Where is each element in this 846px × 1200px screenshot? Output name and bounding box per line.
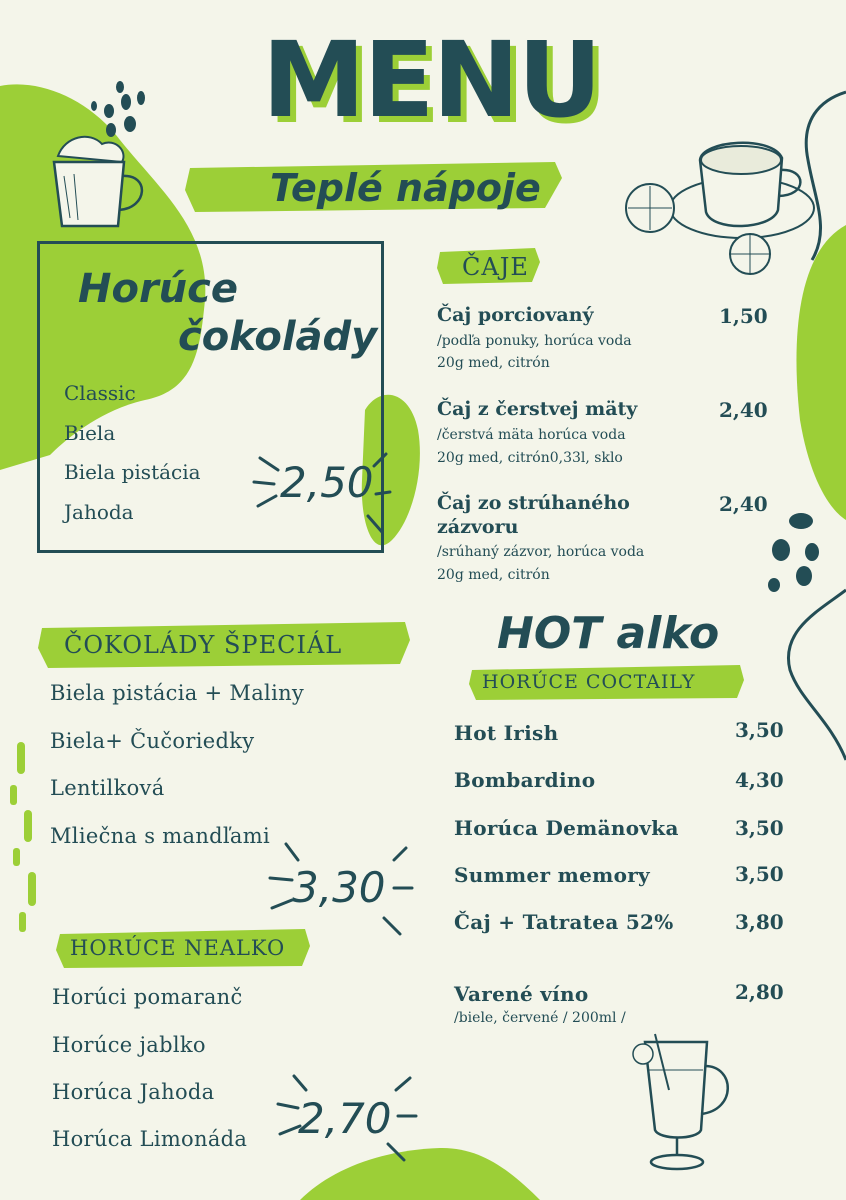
hot-chocolate-item: Biela pistácia <box>64 460 201 484</box>
hot-chocolate-heading-line2: čokolády <box>178 314 378 360</box>
cocktail-name: Čaj + Tatratea 52% <box>454 910 674 934</box>
tea-desc: /srúhaný zázvor, horúca voda <box>437 544 645 560</box>
hot-nonalcoholic-heading: HORÚCE NEALKO <box>70 936 286 960</box>
menu-subtitle: Teplé nápoje <box>270 166 541 210</box>
chocolate-special-item: Biela+ Čučoriedky <box>50 729 255 753</box>
hot-nonalcoholic-item: Horúce jablko <box>52 1033 206 1057</box>
tea-desc: /čerstvá mäta horúca voda <box>437 427 626 443</box>
hot-nonalcoholic-item: Horúca Jahoda <box>52 1080 215 1104</box>
tea-name-line2: zázvoru <box>437 516 519 538</box>
cocktail-price: 3,50 <box>735 862 784 886</box>
tea-name: Čaj porciovaný <box>437 304 594 326</box>
chocolate-special-item: Lentilková <box>50 776 165 800</box>
coffee-cup-saucer-icon <box>622 130 818 280</box>
chocolate-special-item: Mliečna s mandľami <box>50 824 270 848</box>
chocolate-special-item: Biela pistácia + Maliny <box>50 681 305 705</box>
tea-price: 2,40 <box>719 398 768 422</box>
tea-desc: 20g med, citrón0,33l, sklo <box>437 450 623 466</box>
teal-curve-right-2 <box>788 590 846 760</box>
cocktail-name: Hot Irish <box>454 721 559 745</box>
hot-nonalcoholic-item: Horúca Limonáda <box>52 1127 248 1151</box>
tea-price: 1,50 <box>719 304 768 328</box>
cocktail-price: 3,50 <box>735 718 784 742</box>
hot-chocolate-item: Jahoda <box>64 500 134 524</box>
hot-nonalcoholic-item: Horúci pomaranč <box>52 985 243 1009</box>
menu-title: MENU <box>262 19 601 141</box>
hot-chocolate-heading-line1: Horúce <box>78 266 238 312</box>
hot-nonalcoholic-price: 2,70 <box>298 1094 392 1143</box>
cocktail-price: 3,50 <box>735 816 784 840</box>
hot-chocolate-item: Biela <box>64 421 116 445</box>
tea-desc: 20g med, citrón <box>437 567 550 583</box>
tea-desc: /podľa ponuky, horúca voda <box>437 333 632 349</box>
chocolate-special-heading: ČOKOLÁDY ŠPECIÁL <box>64 631 343 659</box>
hot-alko-title: HOT alko <box>497 608 720 659</box>
mulled-wine-glass-icon <box>625 1030 740 1175</box>
hot-chocolate-item: Classic <box>64 381 136 405</box>
cocktail-price: 3,80 <box>735 910 784 934</box>
mulled-wine-desc: /biele, červené / 200ml / <box>454 1010 626 1026</box>
whipped-cream-mug-icon <box>40 126 150 236</box>
mulled-wine-name: Varené víno <box>454 982 589 1006</box>
hot-alko-subheading: HORÚCE COCTAILY <box>482 671 696 693</box>
tea-name: Čaj zo strúhaného <box>437 492 630 514</box>
mulled-wine-price: 2,80 <box>735 980 784 1004</box>
cocktail-name: Horúca Demänovka <box>454 816 679 840</box>
tea-name: Čaj z čerstvej mäty <box>437 398 638 420</box>
chocolate-special-price: 3,30 <box>292 863 386 912</box>
teas-heading: ČAJE <box>462 253 529 281</box>
cocktail-price: 4,30 <box>735 768 784 792</box>
cocktail-name: Bombardino <box>454 768 596 792</box>
hot-chocolate-price: 2,50 <box>280 458 374 507</box>
cocktail-name: Summer memory <box>454 863 650 887</box>
tea-desc: 20g med, citrón <box>437 355 550 371</box>
tea-price: 2,40 <box>719 492 768 516</box>
